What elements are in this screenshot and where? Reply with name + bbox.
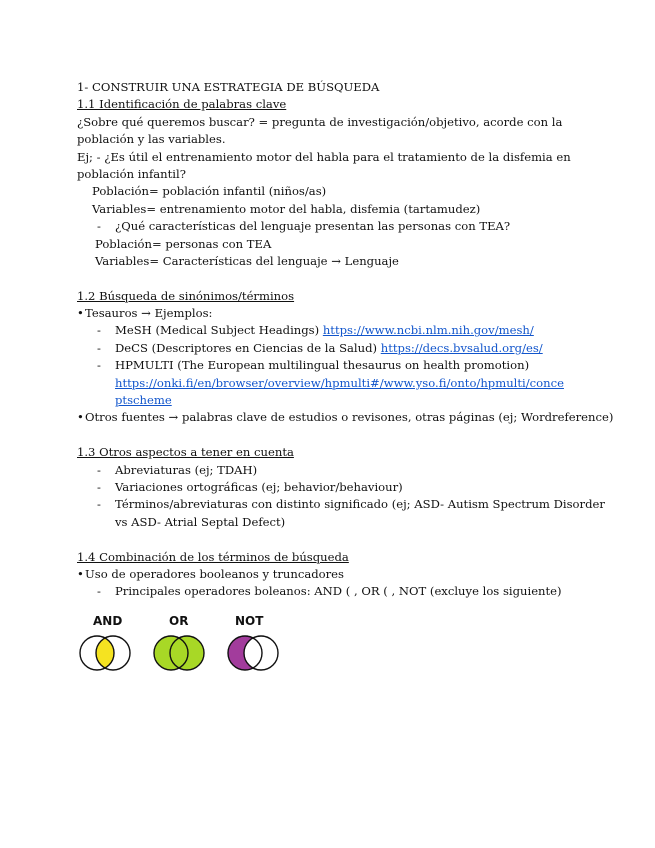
section-1-1-title: 1.1 Identificación de palabras clave (77, 97, 287, 112)
principales-text: Principales operadores boleanos: AND ( , OR ( , NOT (excluye los siguiente) (115, 584, 562, 599)
dash-marker: - (97, 497, 101, 512)
dash-marker: - (97, 584, 101, 599)
decs-text: DeCS (Descriptores en Ciencias de la Salud) (115, 340, 381, 355)
dash-marker: - (97, 358, 101, 373)
list-item (77, 479, 587, 496)
dash-marker: - (97, 340, 101, 355)
section-1-4-title: 1.4 Combinación de los términos de búsqueda (77, 549, 349, 564)
list-item (77, 218, 587, 235)
bullet-marker: • (77, 566, 84, 581)
hpmulti-text: HPMULTI (The European multilingual thesaurus on health promotion) (115, 358, 530, 373)
poblacion-line: Población= población infantil (niños/as) (92, 184, 327, 199)
uso-text: Uso de operadores booleanos y truncadores (85, 566, 344, 581)
main-heading: 1- CONSTRUIR UNA ESTRATEGIA DE BÚSQUEDA (77, 80, 380, 94)
dash-marker: - (97, 219, 101, 234)
item-text: Variaciones ortográficas (ej; behavior/behaviour) (115, 479, 403, 494)
poblacion-line: Población= personas con TEA (95, 236, 272, 251)
tesauros-text: Tesauros → Ejemplos: (85, 306, 213, 321)
bullet-item (77, 305, 587, 322)
question-text: ¿Qué características del lenguaje presentan las personas con TEA? (115, 219, 511, 234)
paragraph-line: Ej; - ¿Es útil el entrenamiento motor del habla para el tratamiento de la disfemia en (77, 149, 571, 164)
decs-link[interactable]: https://decs.bvsalud.org/es/ (380, 340, 543, 355)
section-1-2-title: 1.2 Búsqueda de sinónimos/términos (77, 288, 295, 303)
hpmulti-link-line (77, 375, 587, 392)
or-label: OR (169, 614, 189, 628)
paragraph-line: población infantil? (77, 166, 186, 181)
or-venn-icon (154, 636, 204, 670)
and-venn-icon (80, 636, 130, 670)
bullet-marker: • (77, 410, 84, 425)
mesh-text: MeSH (Medical Subject Headings) (115, 323, 323, 338)
list-item (77, 462, 587, 479)
dash-marker: - (97, 479, 101, 494)
not-label: NOT (235, 614, 264, 628)
bullet-marker: • (77, 306, 84, 321)
and-label: AND (93, 614, 123, 628)
item-text: Abreviaturas (ej; TDAH) (115, 462, 258, 477)
hpmulti-link[interactable]: https://onki.fi/en/browser/overview/hpmulti#/www.yso.fi/onto/hpmulti/conce (115, 375, 564, 390)
hpmulti-link-line (77, 392, 587, 409)
dash-marker: - (97, 323, 101, 338)
paragraph-line: ¿Sobre qué queremos buscar? = pregunta de investigación/objetivo, acorde con la (77, 114, 563, 129)
item-text: Términos/abreviaturas con distinto significado (ej; ASD- Autism Spectrum Disorder (115, 497, 605, 512)
variables-line: Variables= entrenamiento motor del habla, disfemia (tartamudez) (92, 201, 481, 216)
list-item (77, 322, 587, 339)
document-page (77, 79, 614, 601)
boolean-venn-diagrams (77, 614, 297, 674)
paragraph-line: población y las variables. (77, 132, 226, 147)
dash-marker: - (97, 462, 101, 477)
list-item (77, 583, 587, 600)
not-venn-icon (228, 636, 278, 670)
otras-text: Otros fuentes → palabras clave de estudios o revisones, otras páginas (ej; Wordreference) (85, 410, 614, 425)
bullet-item (77, 566, 587, 583)
list-item (77, 340, 587, 357)
item-continuation: vs ASD- Atrial Septal Defect) (115, 514, 286, 529)
venn-svg (77, 634, 287, 672)
bullet-item (77, 409, 614, 426)
variables-line: Variables= Características del lenguaje → Lenguaje (95, 253, 399, 268)
hpmulti-link-cont[interactable]: ptscheme (115, 393, 172, 408)
list-item (77, 357, 587, 374)
section-1-3-title: 1.3 Otros aspectos a tener en cuenta (77, 445, 294, 460)
list-item (77, 496, 605, 513)
mesh-link[interactable]: https://www.ncbi.nlm.nih.gov/mesh/ (322, 323, 534, 338)
